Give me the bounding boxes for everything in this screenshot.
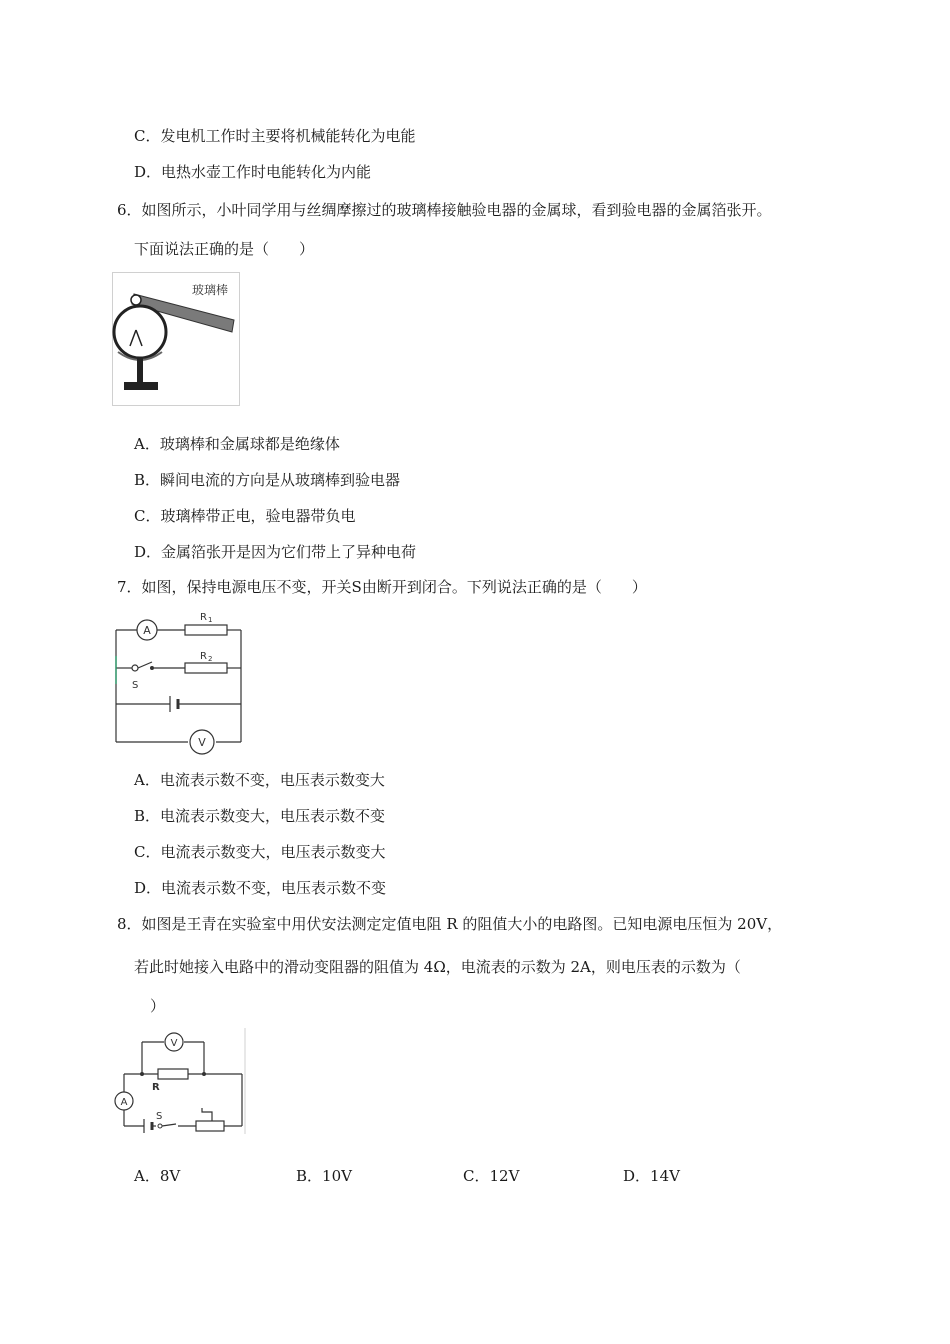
q7-option-c: C．电流表示数变大，电压表示数变大	[134, 843, 386, 861]
q6-option-c: C．玻璃棒带正电，验电器带负电	[134, 507, 356, 525]
q8-stem-cont: 若此时她接入电路中的滑动变阻器的阻值为 4Ω，电流表的示数为 2A，则电压表的示数为（	[134, 958, 741, 976]
voltmeter-symbol: V	[170, 1038, 178, 1049]
resistor-r2-label: R	[200, 651, 207, 662]
q8-circuit-figure	[112, 1028, 248, 1136]
ammeter-symbol: A	[120, 1097, 128, 1108]
q5-option-d: D．电热水壶工作时电能转化为内能	[134, 163, 372, 181]
q6-stem-cont: 下面说法正确的是（ ）	[134, 240, 315, 258]
ammeter-symbol: A	[143, 624, 151, 637]
q7-circuit-figure	[112, 606, 246, 756]
q6-option-d: D．金属箔张开是因为它们带上了异种电荷	[134, 543, 417, 561]
electroscope-figure	[112, 272, 240, 406]
resistor-r1-subscript: 1	[208, 616, 213, 624]
glass-rod-label: 玻璃棒	[192, 283, 229, 297]
q8-option-c: C．12V	[463, 1167, 520, 1185]
q7-option-a: A．电流表示数不变，电压表示数变大	[134, 771, 385, 789]
q6-stem: 6．如图所示，小叶同学用与丝绸摩擦过的玻璃棒接触验电器的金属球，看到验电器的金属箔张开。	[117, 201, 772, 219]
q8-option-d: D．14V	[623, 1167, 680, 1185]
q8-stem-close: ）	[150, 997, 166, 1015]
q5-option-c: C．发电机工作时主要将机械能转化为电能	[134, 127, 416, 145]
q7-option-d: D．电流表示数不变，电压表示数不变	[134, 879, 387, 897]
q8-option-a: A．8V	[134, 1167, 181, 1185]
q6-option-a: A．玻璃棒和金属球都是绝缘体	[134, 435, 340, 453]
resistor-r2-subscript: 2	[208, 655, 213, 663]
switch-s-label: S	[132, 680, 139, 691]
q6-option-b: B．瞬间电流的方向是从玻璃棒到验电器	[134, 471, 401, 489]
resistor-r-label: R	[152, 1082, 160, 1093]
switch-s-label: S	[156, 1111, 163, 1122]
q7-stem: 7．如图，保持电源电压不变，开关S由断开到闭合。下列说法正确的是（ ）	[117, 578, 647, 596]
q7-option-b: B．电流表示数变大，电压表示数不变	[134, 807, 386, 825]
resistor-r1-label: R	[200, 612, 207, 623]
q8-stem: 8．如图是王青在实验室中用伏安法测定定值电阻 R 的阻值大小的电路图。已知电源电压恒为 20V，	[117, 915, 783, 933]
voltmeter-symbol: V	[198, 736, 206, 749]
q8-option-b: B．10V	[296, 1167, 352, 1185]
